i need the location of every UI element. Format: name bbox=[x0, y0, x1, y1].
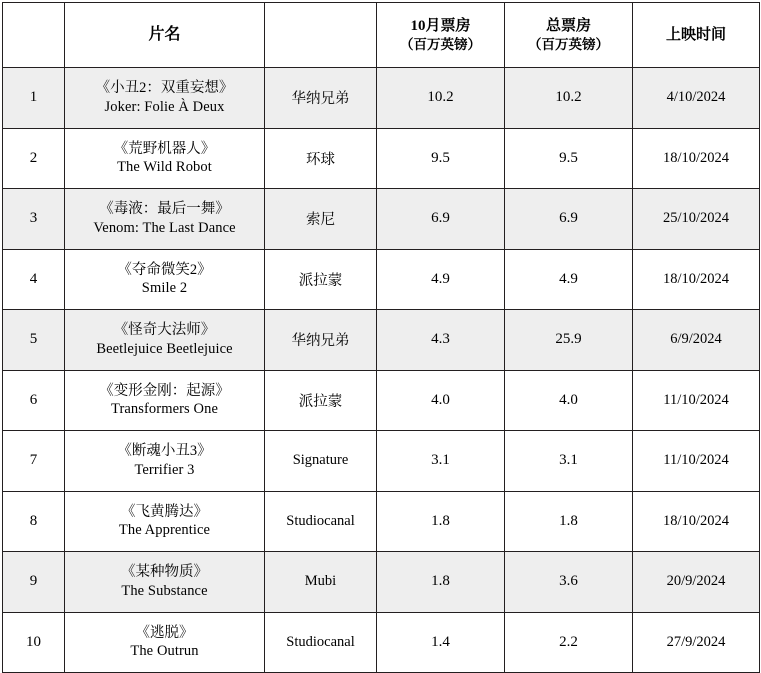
cell-october-gross: 9.5 bbox=[377, 128, 505, 189]
cell-studio: Signature bbox=[265, 431, 377, 492]
cell-october-gross: 3.1 bbox=[377, 431, 505, 492]
cell-title-en: Transformers One bbox=[111, 401, 218, 418]
cell-release-date: 18/10/2024 bbox=[633, 491, 760, 552]
cell-title-en: The Wild Robot bbox=[117, 159, 212, 176]
table-row bbox=[3, 491, 760, 552]
cell-october-gross: 1.8 bbox=[377, 491, 505, 552]
cell-total-gross: 3.1 bbox=[505, 431, 633, 492]
cell-title-en: Venom: The Last Dance bbox=[93, 219, 236, 236]
cell-total-gross: 4.9 bbox=[505, 249, 633, 310]
column-header-studio bbox=[265, 3, 377, 68]
cell-total-gross: 1.8 bbox=[505, 491, 633, 552]
box-office-table bbox=[2, 2, 760, 673]
column-header-rank bbox=[3, 3, 65, 68]
cell-total-gross: 25.9 bbox=[505, 310, 633, 371]
cell-rank: 5 bbox=[3, 310, 65, 371]
cell-release-date: 20/9/2024 bbox=[633, 552, 760, 613]
cell-title-en: Smile 2 bbox=[141, 280, 188, 297]
column-header-october-gross-line2: （百万英镑） bbox=[400, 37, 481, 53]
table-row bbox=[3, 310, 760, 371]
cell-release-date: 25/10/2024 bbox=[633, 189, 760, 250]
cell-october-gross: 1.8 bbox=[377, 552, 505, 613]
cell-title-cn: 《断魂小丑3》 bbox=[117, 443, 212, 460]
cell-total-gross: 4.0 bbox=[505, 370, 633, 431]
cell-october-gross: 4.0 bbox=[377, 370, 505, 431]
cell-studio: 索尼 bbox=[265, 189, 377, 250]
cell-rank: 7 bbox=[3, 431, 65, 492]
cell-release-date: 18/10/2024 bbox=[633, 249, 760, 310]
cell-rank: 4 bbox=[3, 249, 65, 310]
cell-title bbox=[65, 189, 265, 250]
cell-title-cn: 《小丑2：双重妄想》 bbox=[95, 80, 234, 97]
table-row bbox=[3, 612, 760, 673]
table-body bbox=[3, 68, 760, 673]
cell-studio: Studiocanal bbox=[265, 491, 377, 552]
cell-title bbox=[65, 249, 265, 310]
cell-title-cn: 《夺命微笑2》 bbox=[117, 261, 212, 278]
cell-title-cn: 《飞黄腾达》 bbox=[121, 503, 208, 520]
cell-release-date: 6/9/2024 bbox=[633, 310, 760, 371]
cell-rank: 3 bbox=[3, 189, 65, 250]
cell-rank: 8 bbox=[3, 491, 65, 552]
cell-release-date: 11/10/2024 bbox=[633, 431, 760, 492]
cell-october-gross: 1.4 bbox=[377, 612, 505, 673]
cell-october-gross: 6.9 bbox=[377, 189, 505, 250]
cell-studio: 华纳兄弟 bbox=[265, 68, 377, 129]
cell-total-gross: 3.6 bbox=[505, 552, 633, 613]
cell-title bbox=[65, 431, 265, 492]
cell-title-en: The Substance bbox=[121, 582, 208, 599]
column-header-october-gross-line1: 10月票房 bbox=[410, 17, 471, 34]
cell-title bbox=[65, 552, 265, 613]
column-header-title: 片名 bbox=[65, 3, 265, 68]
column-header-total-gross-line1: 总票房 bbox=[545, 17, 591, 34]
cell-title-cn: 《毒液：最后一舞》 bbox=[99, 201, 230, 218]
table-row bbox=[3, 552, 760, 613]
cell-rank: 6 bbox=[3, 370, 65, 431]
table-row bbox=[3, 370, 760, 431]
cell-studio: 派拉蒙 bbox=[265, 370, 377, 431]
cell-title-en: Beetlejuice Beetlejuice bbox=[96, 340, 233, 357]
cell-title bbox=[65, 128, 265, 189]
column-header-october-gross bbox=[377, 3, 505, 68]
cell-title-cn: 《变形金刚：起源》 bbox=[99, 382, 230, 399]
column-header-total-gross-line2: （百万英镑） bbox=[528, 37, 609, 53]
cell-october-gross: 4.3 bbox=[377, 310, 505, 371]
header-row bbox=[3, 3, 760, 68]
cell-studio: 环球 bbox=[265, 128, 377, 189]
cell-title bbox=[65, 491, 265, 552]
cell-rank: 2 bbox=[3, 128, 65, 189]
cell-studio: 华纳兄弟 bbox=[265, 310, 377, 371]
table-row bbox=[3, 431, 760, 492]
cell-title bbox=[65, 310, 265, 371]
cell-october-gross: 10.2 bbox=[377, 68, 505, 129]
cell-release-date: 11/10/2024 bbox=[633, 370, 760, 431]
cell-total-gross: 6.9 bbox=[505, 189, 633, 250]
cell-title bbox=[65, 68, 265, 129]
cell-title-cn: 《怪奇大法师》 bbox=[113, 322, 216, 339]
table-row bbox=[3, 68, 760, 129]
cell-total-gross: 2.2 bbox=[505, 612, 633, 673]
cell-release-date: 27/9/2024 bbox=[633, 612, 760, 673]
cell-rank: 1 bbox=[3, 68, 65, 129]
cell-title-en: Joker: Folie À Deux bbox=[104, 98, 225, 115]
cell-title-en: The Outrun bbox=[130, 643, 199, 660]
cell-title-cn: 《逃脱》 bbox=[135, 624, 194, 641]
cell-studio: 派拉蒙 bbox=[265, 249, 377, 310]
table-header bbox=[3, 3, 760, 68]
cell-title-cn: 《荒野机器人》 bbox=[113, 140, 216, 157]
cell-studio: Mubi bbox=[265, 552, 377, 613]
table-row bbox=[3, 189, 760, 250]
cell-rank: 9 bbox=[3, 552, 65, 613]
cell-title-en: Terrifier 3 bbox=[134, 461, 195, 478]
cell-title-cn: 《某种物质》 bbox=[121, 564, 208, 581]
cell-title bbox=[65, 370, 265, 431]
cell-october-gross: 4.9 bbox=[377, 249, 505, 310]
cell-title-en: The Apprentice bbox=[118, 522, 211, 539]
cell-total-gross: 9.5 bbox=[505, 128, 633, 189]
cell-total-gross: 10.2 bbox=[505, 68, 633, 129]
table-row bbox=[3, 249, 760, 310]
cell-studio: Studiocanal bbox=[265, 612, 377, 673]
cell-rank: 10 bbox=[3, 612, 65, 673]
cell-title bbox=[65, 612, 265, 673]
column-header-total-gross bbox=[505, 3, 633, 68]
cell-release-date: 18/10/2024 bbox=[633, 128, 760, 189]
table-row bbox=[3, 128, 760, 189]
column-header-release-date: 上映时间 bbox=[633, 3, 760, 68]
cell-release-date: 4/10/2024 bbox=[633, 68, 760, 129]
